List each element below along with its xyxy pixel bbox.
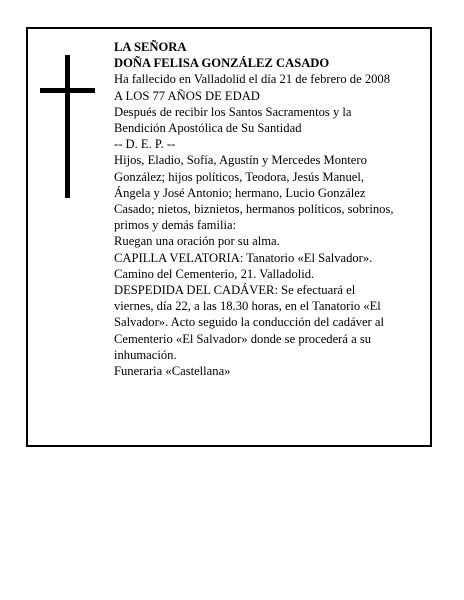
farewell-line-4: Cementerio «El Salvador» donde se procederá a su: [114, 331, 372, 346]
cross-icon: [40, 55, 95, 198]
chapel-line-1: CAPILLA VELATORIA: Tanatorio «El Salvador».: [114, 250, 373, 265]
farewell-line-2: viernes, día 22, a las 18.30 horas, en el Tanatorio «El: [114, 299, 381, 314]
farewell-line-3: Salvador». Acto seguido la conducción del cadáver al: [114, 315, 384, 330]
farewell-line-5: inhumación.: [114, 347, 177, 362]
obituary-text: [114, 39, 420, 379]
death-announcement: Ha fallecido en Valladolid el día 21 de febrero de 2008: [114, 72, 391, 87]
cross-vertical-bar: [65, 55, 70, 198]
family-line-3: Ángela y José Antonio; hermano, Lucio González: [114, 185, 366, 200]
cross-horizontal-bar: [40, 88, 95, 93]
farewell-line-1: DESPEDIDA DEL CADÁVER: Se efectuará el: [114, 283, 356, 298]
deceased-name: DOÑA FELISA GONZÁLEZ CASADO: [114, 56, 330, 71]
family-line-4: Casado; nietos, biznietos, hermanos políticos, sobrinos,: [114, 202, 394, 217]
sacraments-line-1: Después de recibir los Santos Sacramentos y la: [114, 104, 352, 119]
header-title: LA SEÑORA: [114, 40, 187, 54]
family-line-2: González; hijos políticos, Teodora, Jesús Manuel,: [114, 169, 365, 184]
age-line: A LOS 77 AÑOS DE EDAD: [114, 88, 260, 103]
funeral-home: Funeraria «Castellana»: [114, 364, 231, 379]
rip-line: -- D. E. P. --: [114, 137, 176, 152]
family-line-1: Hijos, Eladio, Sofía, Agustín y Mercedes Montero: [114, 153, 367, 168]
obituary-notice-frame: [26, 27, 432, 447]
prayer-request: Ruegan una oración por su alma.: [114, 234, 280, 249]
sacraments-line-2: Bendición Apostólica de Su Santidad: [114, 121, 302, 136]
chapel-line-2: Camino del Cementerio, 21. Valladolid.: [114, 266, 315, 281]
family-line-5: primos y demás familia:: [114, 218, 237, 233]
